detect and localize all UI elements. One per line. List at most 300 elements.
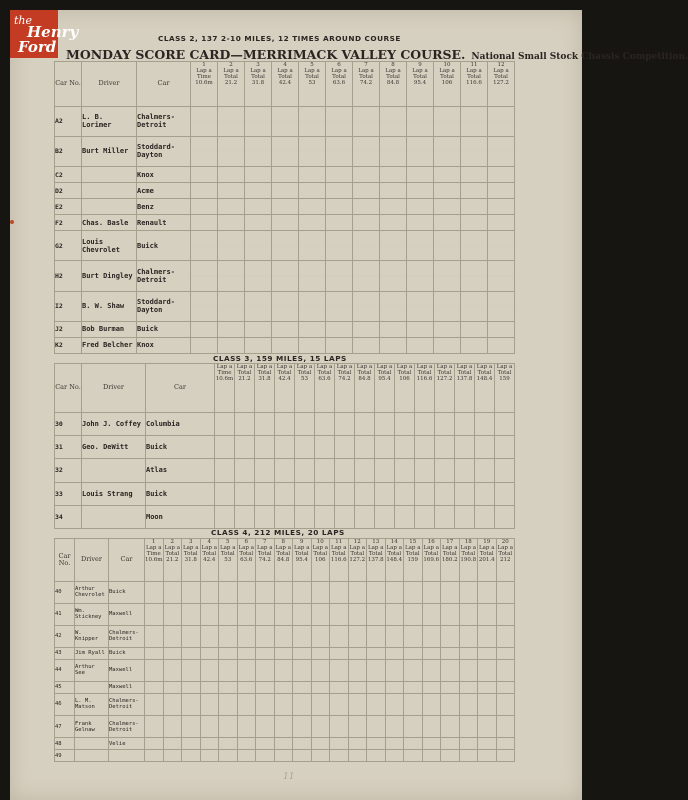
lap-entry-cell xyxy=(182,581,201,603)
lap-entry-cell xyxy=(441,693,460,715)
car-make: Velie xyxy=(109,738,145,750)
lap-entry-cell xyxy=(275,482,295,505)
lap-entry-cell xyxy=(293,750,312,762)
lap-header-15 xyxy=(404,539,423,582)
lap-entry-cell xyxy=(355,505,375,528)
lap-entry-cell xyxy=(380,321,407,337)
lap-entry-cell xyxy=(315,459,335,482)
lap-entry-cell xyxy=(495,412,515,435)
lap-entry-cell xyxy=(200,715,219,737)
lap-entry-cell xyxy=(237,603,256,625)
lap-entry-cell xyxy=(395,436,415,459)
lap-number: 4 xyxy=(207,539,211,545)
lap-entry-cell xyxy=(237,581,256,603)
lap-label: Lap a Total xyxy=(236,364,253,376)
driver-name: Burt Dingley xyxy=(82,261,137,291)
lap-header-14 xyxy=(475,364,495,413)
lap-entry-cell xyxy=(330,659,349,681)
driver-name: John J. Coffey xyxy=(82,412,146,435)
car-make: Buick xyxy=(109,581,145,603)
lap-entry-cell xyxy=(299,167,326,183)
lap-entry-cell xyxy=(407,215,434,231)
car-make: Buick xyxy=(137,231,191,261)
lap-entry-cell xyxy=(434,106,461,136)
lap-entry-cell xyxy=(219,647,238,659)
lap-entry-cell xyxy=(237,625,256,647)
lap-label: Lap a Total xyxy=(296,364,313,376)
lap-entry-cell xyxy=(274,625,293,647)
lap-entry-cell xyxy=(245,231,272,261)
lap-entry-cell xyxy=(182,681,201,693)
table-row xyxy=(55,647,515,659)
lap-number: 5 xyxy=(310,62,314,68)
lap-entry-cell xyxy=(478,750,497,762)
lap-entry-cell xyxy=(218,337,245,353)
lap-entry-cell xyxy=(311,581,330,603)
car-number: 45 xyxy=(55,681,75,693)
lap-number: 8 xyxy=(391,62,395,68)
lap-entry-cell xyxy=(375,412,395,435)
lap-entry-cell xyxy=(335,436,355,459)
lap-entry-cell xyxy=(256,681,275,693)
lap-entry-cell xyxy=(496,603,515,625)
lap-header-17 xyxy=(441,539,460,582)
lap-header-18 xyxy=(459,539,478,582)
car-number: 47 xyxy=(55,715,75,737)
lap-entry-cell xyxy=(330,715,349,737)
lap-entry-cell xyxy=(353,291,380,321)
lap-entry-cell xyxy=(355,459,375,482)
lap-header-5 xyxy=(299,62,326,107)
lap-entry-cell xyxy=(145,715,164,737)
lap-entry-cell xyxy=(367,647,386,659)
lap-entry-cell xyxy=(255,436,275,459)
lap-label: Lap a Total xyxy=(416,364,433,376)
lap-entry-cell xyxy=(335,482,355,505)
driver-name xyxy=(82,505,146,528)
lap-entry-cell xyxy=(182,750,201,762)
score-card-page xyxy=(10,10,688,800)
driver-name xyxy=(75,738,109,750)
car-make: Buick xyxy=(146,436,215,459)
lap-entry-cell xyxy=(395,412,415,435)
lap-entry-cell xyxy=(256,693,275,715)
lap-header-10 xyxy=(395,364,415,413)
lap-number: 17 xyxy=(446,539,454,545)
lap-number: 7 xyxy=(364,62,368,68)
car-number: G2 xyxy=(55,231,82,261)
lap-entry-cell xyxy=(380,136,407,166)
lap-number: 4 xyxy=(283,62,287,68)
lap-number: 10 xyxy=(443,62,451,68)
lap-entry-cell xyxy=(311,750,330,762)
lap-entry-cell xyxy=(478,659,497,681)
car-number: 40 xyxy=(55,581,75,603)
lap-entry-cell xyxy=(272,231,299,261)
lap-cumulative-value: 116.6 xyxy=(416,376,433,382)
lap-header-2 xyxy=(218,62,245,107)
lap-cumulative-value: 84.8 xyxy=(358,376,371,382)
lap-label: Lap a Total xyxy=(257,545,273,557)
lap-entry-cell xyxy=(380,106,407,136)
car-number: I2 xyxy=(55,291,82,321)
lap-entry-cell xyxy=(407,183,434,199)
lap-entry-cell xyxy=(478,603,497,625)
lap-entry-cell xyxy=(441,750,460,762)
car-number: 49 xyxy=(55,750,75,762)
lap-cumulative-value: 201.4 xyxy=(478,557,495,563)
lap-entry-cell xyxy=(218,183,245,199)
driver-name: Arthur See xyxy=(75,659,109,681)
lap-entry-cell xyxy=(407,231,434,261)
lap-entry-cell xyxy=(496,625,515,647)
car-make: Buick xyxy=(137,321,191,337)
lap-entry-cell xyxy=(215,505,235,528)
lap-entry-cell xyxy=(407,136,434,166)
lap-cumulative-value: 95.4 xyxy=(295,557,308,563)
lap-cumulative-value: 42.4 xyxy=(278,80,292,86)
driver-name: Fred Belcher xyxy=(82,337,137,353)
lap-entry-cell xyxy=(375,436,395,459)
lap-entry-cell xyxy=(461,321,488,337)
lap-entry-cell xyxy=(256,581,275,603)
header-car-no: Car No. xyxy=(55,364,82,413)
lap-entry-cell xyxy=(245,136,272,166)
car-make: Columbia xyxy=(146,412,215,435)
lap-entry-cell xyxy=(274,738,293,750)
driver-name: W. Knipper xyxy=(75,625,109,647)
lap-entry-cell xyxy=(348,715,367,737)
lap-entry-cell xyxy=(459,603,478,625)
table-row xyxy=(55,412,515,435)
lap-number: 14 xyxy=(390,539,398,545)
lap-entry-cell xyxy=(385,738,404,750)
lap-entry-cell xyxy=(218,199,245,215)
lap-number: 1 xyxy=(152,539,156,545)
lap-entry-cell xyxy=(478,625,497,647)
lap-entry-cell xyxy=(488,183,515,199)
lap-header-2 xyxy=(235,364,255,413)
lap-entry-cell xyxy=(299,215,326,231)
lap-entry-cell xyxy=(219,738,238,750)
lap-entry-cell xyxy=(326,215,353,231)
lap-entry-cell xyxy=(422,681,441,693)
header-row xyxy=(55,62,515,107)
lap-entry-cell xyxy=(145,681,164,693)
lap-entry-cell xyxy=(326,136,353,166)
lap-entry-cell xyxy=(215,436,235,459)
lap-cumulative-value: 116.6 xyxy=(330,557,347,563)
lap-entry-cell xyxy=(191,337,218,353)
car-number: 46 xyxy=(55,693,75,715)
lap-entry-cell xyxy=(348,581,367,603)
lap-entry-cell xyxy=(380,291,407,321)
lap-cumulative-value: 53 xyxy=(308,80,316,86)
lap-entry-cell xyxy=(272,291,299,321)
car-make: Stoddard-Dayton xyxy=(137,291,191,321)
lap-entry-cell xyxy=(496,647,515,659)
lap-entry-cell xyxy=(219,659,238,681)
car-number: J2 xyxy=(55,321,82,337)
lap-entry-cell xyxy=(275,412,295,435)
lap-entry-cell xyxy=(145,750,164,762)
lap-entry-cell xyxy=(145,659,164,681)
lap-entry-cell xyxy=(218,136,245,166)
lap-entry-cell xyxy=(315,412,335,435)
lap-entry-cell xyxy=(415,505,435,528)
lap-number: 2 xyxy=(229,62,233,68)
lap-entry-cell xyxy=(275,436,295,459)
car-number: 31 xyxy=(55,436,82,459)
lap-label: Lap a Total xyxy=(476,364,493,376)
lap-entry-cell xyxy=(295,436,315,459)
lap-cumulative-value: 127.2 xyxy=(349,557,366,563)
lap-entry-cell xyxy=(395,459,415,482)
lap-entry-cell xyxy=(488,337,515,353)
lap-entry-cell xyxy=(435,436,455,459)
lap-number: 1 xyxy=(202,62,206,68)
page-number: 11 xyxy=(283,772,295,782)
lap-entry-cell xyxy=(367,681,386,693)
lap-entry-cell xyxy=(496,581,515,603)
car-number: D2 xyxy=(55,183,82,199)
lap-entry-cell xyxy=(461,199,488,215)
lap-entry-cell xyxy=(353,261,380,291)
lap-entry-cell xyxy=(348,750,367,762)
car-number: E2 xyxy=(55,199,82,215)
lap-label: Lap a Total xyxy=(479,545,495,557)
driver-name xyxy=(82,183,137,199)
lap-entry-cell xyxy=(218,231,245,261)
lap-entry-cell xyxy=(191,199,218,215)
lap-entry-cell xyxy=(380,261,407,291)
car-make: Stoddard-Dayton xyxy=(137,136,191,166)
lap-number: 11 xyxy=(335,539,343,545)
lap-entry-cell xyxy=(441,715,460,737)
lap-entry-cell xyxy=(293,625,312,647)
lap-entry-cell xyxy=(330,647,349,659)
car-make: Chalmers-Detroit xyxy=(137,106,191,136)
lap-entry-cell xyxy=(348,603,367,625)
header-car-no: Car No. xyxy=(55,62,82,107)
lap-entry-cell xyxy=(218,215,245,231)
car-number: 41 xyxy=(55,603,75,625)
lap-entry-cell xyxy=(330,603,349,625)
lap-entry-cell xyxy=(375,505,395,528)
lap-entry-cell xyxy=(163,681,182,693)
lap-entry-cell xyxy=(380,183,407,199)
lap-entry-cell xyxy=(348,659,367,681)
lap-entry-cell xyxy=(256,738,275,750)
lap-cumulative-value: 127.2 xyxy=(436,376,453,382)
lap-entry-cell xyxy=(496,681,515,693)
lap-entry-cell xyxy=(404,603,423,625)
lap-cumulative-value: 148.4 xyxy=(476,376,493,382)
lap-entry-cell xyxy=(293,603,312,625)
lap-entry-cell xyxy=(182,738,201,750)
lap-entry-cell xyxy=(326,337,353,353)
lap-label: Lap a Total xyxy=(277,68,293,80)
lap-entry-cell xyxy=(404,693,423,715)
lap-entry-cell xyxy=(367,659,386,681)
lap-entry-cell xyxy=(237,715,256,737)
lap-entry-cell xyxy=(459,693,478,715)
lap-label: Lap a Total xyxy=(312,545,328,557)
lap-entry-cell xyxy=(245,261,272,291)
lap-label: Lap a Total xyxy=(250,68,266,80)
lap-label: Lap a Total xyxy=(493,68,509,80)
lap-entry-cell xyxy=(496,693,515,715)
lap-header-14 xyxy=(385,539,404,582)
car-number: 43 xyxy=(55,647,75,659)
lap-entry-cell xyxy=(435,505,455,528)
lap-entry-cell xyxy=(380,199,407,215)
lap-entry-cell xyxy=(235,505,255,528)
table-row xyxy=(55,681,515,693)
lap-entry-cell xyxy=(355,412,375,435)
header-car: Car xyxy=(146,364,215,413)
lap-entry-cell xyxy=(275,459,295,482)
lap-entry-cell xyxy=(495,505,515,528)
lap-entry-cell xyxy=(455,459,475,482)
lap-header-6 xyxy=(237,539,256,582)
lap-entry-cell xyxy=(478,647,497,659)
lap-label: Lap a Total xyxy=(276,364,293,376)
lap-entry-cell xyxy=(219,750,238,762)
lap-entry-cell xyxy=(256,659,275,681)
lap-entry-cell xyxy=(330,738,349,750)
lap-entry-cell xyxy=(219,603,238,625)
lap-entry-cell xyxy=(385,693,404,715)
lap-entry-cell xyxy=(191,183,218,199)
table-row xyxy=(55,337,515,353)
lap-cumulative-value: 180.2 xyxy=(441,557,458,563)
lap-entry-cell xyxy=(256,750,275,762)
lap-entry-cell xyxy=(441,738,460,750)
lap-header-4 xyxy=(275,364,295,413)
lap-entry-cell xyxy=(237,693,256,715)
lap-entry-cell xyxy=(441,603,460,625)
lap-label: Lap a Time xyxy=(196,68,212,80)
lap-entry-cell xyxy=(163,750,182,762)
lap-entry-cell xyxy=(434,231,461,261)
lap-entry-cell xyxy=(385,659,404,681)
lap-entry-cell xyxy=(461,183,488,199)
lap-entry-cell xyxy=(182,625,201,647)
lap-number: 8 xyxy=(281,539,285,545)
lap-entry-cell xyxy=(272,337,299,353)
lap-label: Lap a Total xyxy=(376,364,393,376)
lap-entry-cell xyxy=(235,459,255,482)
lap-label: Lap a Total xyxy=(183,545,199,557)
lap-label: Lap a Total xyxy=(496,364,513,376)
lap-entry-cell xyxy=(200,625,219,647)
lap-entry-cell xyxy=(145,693,164,715)
lap-entry-cell xyxy=(200,581,219,603)
lap-number: 6 xyxy=(337,62,341,68)
lap-number: 7 xyxy=(263,539,267,545)
lap-entry-cell xyxy=(330,581,349,603)
lap-cumulative-value: 137.8 xyxy=(456,376,473,382)
lap-header-20 xyxy=(496,539,515,582)
lap-cumulative-value: 74.2 xyxy=(338,376,351,382)
lap-cumulative-value: 106 xyxy=(315,557,326,563)
lap-entry-cell xyxy=(459,647,478,659)
header-car: Car xyxy=(137,62,191,107)
lap-label: Lap a Total xyxy=(368,545,384,557)
lap-entry-cell xyxy=(348,625,367,647)
lap-entry-cell xyxy=(407,199,434,215)
lap-entry-cell xyxy=(274,659,293,681)
lap-entry-cell xyxy=(335,459,355,482)
lap-entry-cell xyxy=(434,337,461,353)
lap-entry-cell xyxy=(353,167,380,183)
lap-label: Lap a Time xyxy=(216,364,233,376)
lap-entry-cell xyxy=(495,482,515,505)
lap-entry-cell xyxy=(459,659,478,681)
lap-number: 10 xyxy=(316,539,324,545)
table-row xyxy=(55,436,515,459)
lap-entry-cell xyxy=(163,625,182,647)
lap-label: Lap a Total xyxy=(385,68,401,80)
lap-header-12 xyxy=(488,62,515,107)
lap-entry-cell xyxy=(182,659,201,681)
lap-entry-cell xyxy=(367,581,386,603)
lap-entry-cell xyxy=(422,625,441,647)
lap-entry-cell xyxy=(293,647,312,659)
lap-entry-cell xyxy=(219,625,238,647)
lap-cumulative-value: 106 xyxy=(441,80,453,86)
driver-name: Geo. DeWitt xyxy=(82,436,146,459)
lap-entry-cell xyxy=(237,750,256,762)
lap-entry-cell xyxy=(404,738,423,750)
lap-label: Lap a Total xyxy=(396,364,413,376)
table-row xyxy=(55,106,515,136)
lap-label: Lap a Total xyxy=(436,364,453,376)
lap-entry-cell xyxy=(245,167,272,183)
header-driver: Driver xyxy=(75,539,109,582)
lap-entry-cell xyxy=(459,625,478,647)
lap-entry-cell xyxy=(326,261,353,291)
lap-entry-cell xyxy=(191,231,218,261)
lap-number: 12 xyxy=(497,62,505,68)
lap-entry-cell xyxy=(434,167,461,183)
lap-entry-cell xyxy=(422,647,441,659)
lap-entry-cell xyxy=(395,482,415,505)
lap-entry-cell xyxy=(245,183,272,199)
class2-table xyxy=(54,61,515,354)
lap-entry-cell xyxy=(274,715,293,737)
lap-cumulative-value: 95.4 xyxy=(413,80,427,86)
table-row xyxy=(55,693,515,715)
lap-cumulative-value: 31.8 xyxy=(251,80,265,86)
table-row xyxy=(55,659,515,681)
lap-entry-cell xyxy=(488,167,515,183)
logo-line-2: Henry xyxy=(27,23,79,41)
lap-entry-cell xyxy=(200,750,219,762)
car-number: 32 xyxy=(55,459,82,482)
lap-entry-cell xyxy=(441,625,460,647)
lap-entry-cell xyxy=(422,750,441,762)
lap-number: 9 xyxy=(300,539,304,545)
lap-entry-cell xyxy=(145,581,164,603)
lap-entry-cell xyxy=(315,436,335,459)
lap-entry-cell xyxy=(163,738,182,750)
lap-entry-cell xyxy=(200,681,219,693)
lap-entry-cell xyxy=(182,715,201,737)
lap-entry-cell xyxy=(326,106,353,136)
lap-entry-cell xyxy=(245,106,272,136)
